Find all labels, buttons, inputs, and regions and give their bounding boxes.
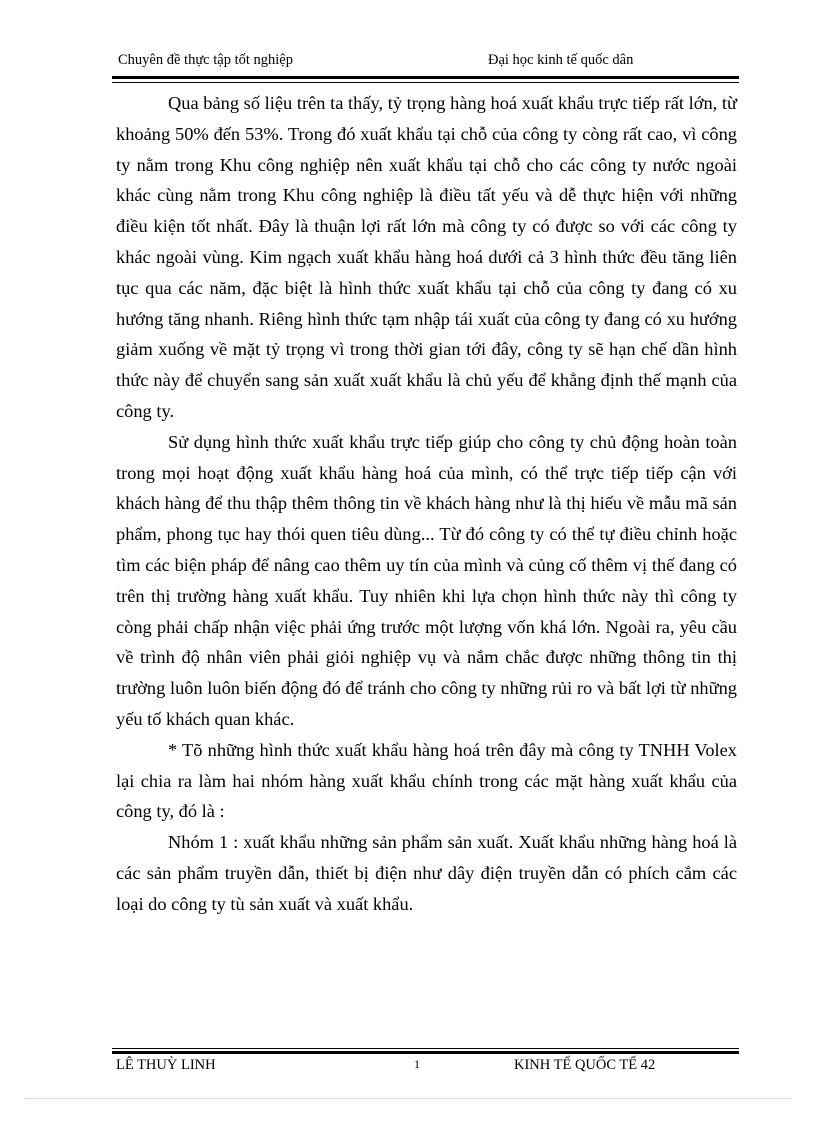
footer-rule-thick [112,1051,739,1054]
paragraph-4: Nhóm 1 : xuất khẩu những sản phẩm sản xuất. Xuất khẩu những hàng hoá là các sản phẩm truyền dẫn, thiết bị điện như dây điện truyền dẫn có phích cắm các loại do công ty tù sản xuất và xuất khẩu. [116,832,737,914]
page-bottom-dotted-line [24,1098,792,1099]
header-right: Đại học kinh tế quốc dân [488,52,634,68]
paragraph-1: Qua bảng số liệu trên ta thấy, tỷ trọng hàng hoá xuất khẩu trực tiếp rất lớn, từ khoảng 50% đến 53%. Trong đó xuất khẩu tại chỗ của công ty còng rất cao, vì công ty nằm trong Khu công nghiệp nên xuất khẩu tại chỗ cho các công ty nước ngoài khác cùng nằm trong Khu công nghiệp là điều tất yếu và dễ thực hiện với những điều kiện tốt nhất. Đây là thuận lợi rất lớn mà công ty có được so với các công ty khác ngoài vùng. Kim ngạch xuất khẩu hàng hoá dưới cả 3 hình thức đều tăng liên tục qua các năm, đặc biệt là hình thức xuất khẩu tại chỗ của công ty đang có xu hướng tăng nhanh. Riêng hình thức tạm nhập tái xuất của công ty đang có xu hướng giảm xuống về mặt tỷ trọng vì trong thời gian tới đây, công ty sẽ hạn chế dần hình thức này để chuyển sang sản xuất xuất khẩu là chủ yếu để khẳng định thế mạnh của công ty. [116,93,737,421]
footer-org: KINH TẾ QUỐC TẾ 42 [514,1057,656,1073]
header-rule-thick [112,76,739,79]
footer-rule-thin [112,1048,739,1049]
page-number: 1 [414,1057,420,1071]
paragraph-2: Sử dụng hình thức xuất khẩu trực tiếp giúp cho công ty chủ động hoàn toàn trong mọi hoạt động xuất khẩu hàng hoá của mình, có thể trực tiếp tiếp cận với khách hàng để thu thập thêm thông tin về khách hàng như là thị hiếu về mẫu mã sản phẩm, phong tục hay thói quen tiêu dùng... Từ đó công ty có thể tự điều chỉnh hoặc tìm các biện pháp để nâng cao thêm uy tín của mình và củng cố thêm vị thế đang có trên thị trường hàng xuất khẩu. Tuy nhiên khi lựa chọn hình thức này thì công ty còng phải chấp nhận việc phải ứng trước một lượng vốn khá lớn. Ngoài ra, yêu cầu về trình độ nhân viên phải giỏi nghiệp vụ và nắm chắc được những thông tin thị trường luôn luôn biến động đó để tránh cho công ty những rủi ro và bất lợi từ những yếu tố khách quan khác. [116,431,737,729]
page-header [116,52,736,72]
document-body [116,88,737,920]
footer-author: LÊ THUỲ LINH [116,1057,216,1073]
header-left: Chuyên đề thực tập tốt nghiệp [118,52,293,68]
header-rule-thin [112,82,739,83]
paragraph-3: * Tõ những hình thức xuất khẩu hàng hoá trên đây mà công ty TNHH Volex lại chia ra làm hai nhóm hàng xuất khẩu chính trong các mặt hàng xuất khẩu của công ty, đó là : [116,739,737,822]
page-footer [116,1057,736,1077]
